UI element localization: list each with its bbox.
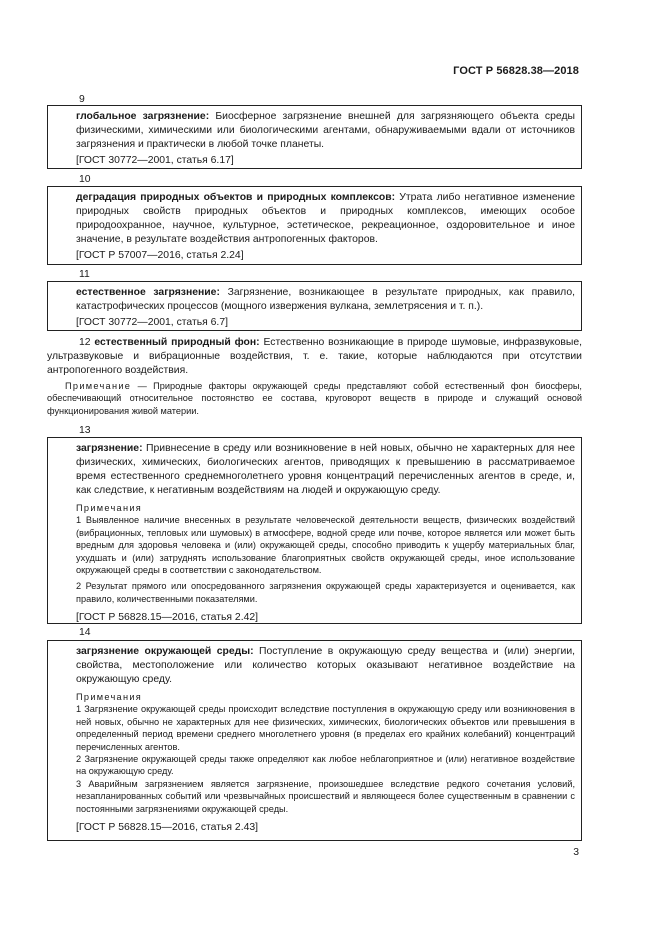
term-name: естественный природный фон: — [94, 337, 260, 348]
term-number: 9 — [79, 94, 85, 105]
definition-text: Загрязнение, возникающее в результате природных, как правило, катастрофических процессов (мощного извержения вулкана, землетрясения и т. п.). — [76, 287, 575, 312]
definition-text: Естественно возникающие в природе шумовые, инфразвуковые, ультразвуковые и вибрационные воздействия, т. е. такие, которые наблюдаются при отсутствии антропогенного воздействия. — [47, 337, 583, 376]
term-block — [47, 281, 582, 331]
source-reference: [ГОСТ 30772—2001, статья 6.17] — [76, 155, 234, 166]
note-item: 1 Загрязнение окружающей среды происходит вследствие поступления в окружающую среду или возникновения в ней новых, обычно не характерных для нее физических, химических, биологических объектов или превышения в определенный период времени среднего многолетнего уровня (в пределах его крайних колебаний) концентраций перечисленных агентов. — [76, 704, 575, 752]
term-definition — [48, 187, 581, 247]
note-text: — Природные факторы окружающей среды представляют собой естественный фон биосферы, обеспечивающий относительное постоянство ее состава, круговорот веществ в природе и служащий основой функционирования живой материи. — [47, 381, 582, 416]
term-block — [47, 105, 582, 169]
term-name: деградация природных объектов и природных комплексов: — [76, 192, 396, 203]
term-block — [47, 186, 582, 265]
term-number: 11 — [79, 269, 90, 280]
note-label: Примечание — [65, 381, 132, 391]
term-number: 12 — [79, 337, 91, 348]
definition-text: Привнесение в среду или возникновение в ней новых, обычно не характерных для нее физических, химических, биологических агентов, приводящих к превышению в рассматриваемое время естественного среднемноголетнего уровня концентраций перечисленных агентов в среде, и, как следствие, к негативным воздействиям на людей и окружающую среду. — [76, 443, 575, 496]
note-item: 3 Аварийным загрязнением является загрязнение, произошедшее вследствие редкого сочетания условий, незапланированных событий или чрезвычайных происшествий и являющееся более существенным в сравнении с постоянными загрязнениями окружающей среды. — [76, 778, 575, 814]
notes-block — [48, 691, 581, 815]
term-name: естественное загрязнение: — [76, 287, 220, 298]
notes-label: Примечания — [76, 503, 143, 513]
term-definition — [48, 106, 581, 152]
term-definition — [48, 641, 581, 687]
page-number: 3 — [573, 847, 579, 858]
term-definition — [48, 282, 581, 314]
notes-label: Примечания — [76, 692, 143, 702]
definition-text: Поступление в окружающую среду вещества и (или) энергии, свойства, местоположение или количество которых оказывают негативное воздействие на окружающую среду. — [76, 646, 576, 685]
source-reference: [ГОСТ 30772—2001, статья 6.7] — [76, 317, 228, 328]
term-number: 13 — [79, 425, 91, 436]
source-reference: [ГОСТ Р 56828.15—2016, статья 2.42] — [76, 612, 259, 624]
term-block — [47, 437, 582, 624]
source-reference: [ГОСТ Р 56828.15—2016, статья 2.43] — [76, 822, 259, 834]
term-definition — [48, 438, 581, 498]
term-block — [47, 640, 582, 841]
note-item: 2 Результат прямого или опосредованного загрязнения окружающей среды характеризуется и оценивается, как правило, количественными показателями. — [76, 581, 575, 604]
definition-text: Биосферное загрязнение внешней для загрязняющего объекта среды физическими, химическими или биологическими агентами, обнаруживаемыми вдали от источников загрязнения и практически в любой точке планеты. — [76, 111, 575, 150]
source-reference: [ГОСТ Р 57007—2016, статья 2.24] — [76, 250, 244, 261]
document-header: ГОСТ Р 56828.38—2018 — [453, 65, 579, 77]
note-item: 1 Выявленное наличие внесенных в результате человеческой деятельности веществ, физических воздействий (вибрационных, тепловых или шумовых) в атмосфере, водной среде или почве, которое является или может быть вредным для здоровья человека и (или) окружающей среды, способно приводить к ущербу материальных благ, ухудшать и (или) затруднять использование благоприятных свойств окружающей среды, иное использование окружающей среды в соответствии с законодательством. — [76, 515, 575, 576]
term-number: 10 — [79, 174, 91, 185]
notes-block — [48, 502, 581, 605]
definition-text: Утрата либо негативное изменение природных свойств природных объектов и природных комплексов, имеющих особое природоохранное, научное, культурное, эстетическое, рекреационное, оздоровительное и иное значение, в результате воздействия антропогенных факторов. — [76, 192, 575, 245]
term-name: загрязнение: — [76, 443, 143, 454]
term-definition — [47, 336, 582, 378]
term-note — [47, 380, 582, 417]
note-item: 2 Загрязнение окружающей среды также определяют как любое неблагоприятное и (или) негативное воздействие на окружающую среду. — [76, 754, 575, 777]
term-name: загрязнение окружающей среды: — [76, 646, 254, 657]
term-name: глобальное загрязнение: — [76, 111, 210, 122]
term-number: 14 — [79, 627, 91, 638]
